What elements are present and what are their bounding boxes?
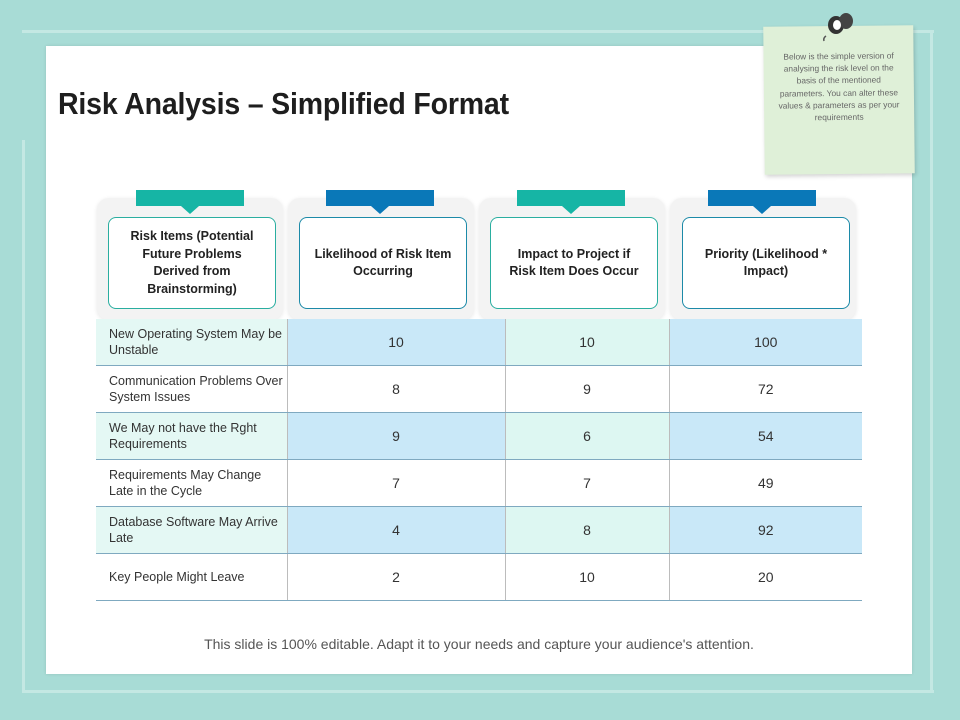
priority-cell: 49 [669, 460, 862, 507]
header-tab-likelihood [326, 190, 434, 214]
priority-cell: 100 [669, 319, 862, 366]
header-impact: Impact to Project if Risk Item Does Occur [490, 217, 658, 309]
sticky-note [763, 25, 915, 175]
likelihood-cell: 9 [287, 413, 505, 460]
footer-note: This slide is 100% editable. Adapt it to your needs and capture your audience's attention. [204, 636, 754, 652]
header-tab-risk-items [136, 190, 244, 214]
header-tab-priority [708, 190, 816, 214]
impact-cell: 6 [505, 413, 669, 460]
risk-item-cell: New Operating System May be Unstable [96, 319, 287, 366]
priority-cell: 92 [669, 507, 862, 554]
likelihood-cell: 2 [287, 554, 505, 601]
likelihood-cell: 4 [287, 507, 505, 554]
table-row [96, 507, 862, 554]
impact-cell: 10 [505, 554, 669, 601]
frame-line-left [22, 140, 25, 692]
table-row [96, 413, 862, 460]
header-tab-impact [517, 190, 625, 214]
likelihood-cell: 7 [287, 460, 505, 507]
likelihood-cell: 10 [287, 319, 505, 366]
risk-table [96, 319, 862, 601]
priority-cell: 54 [669, 413, 862, 460]
frame-line-right [930, 30, 933, 693]
impact-cell: 7 [505, 460, 669, 507]
sticky-note-text: Below is the simple version of analysing the risk level on the basis of the mentioned parameters. You can alter these values & parameters as per your requirements [778, 50, 900, 123]
header-priority: Priority (Likelihood * Impact) [682, 217, 850, 309]
table-row [96, 460, 862, 507]
risk-item-cell: Requirements May Change Late in the Cycle [96, 460, 287, 507]
risk-item-cell: Database Software May Arrive Late [96, 507, 287, 554]
table-row [96, 319, 862, 366]
risk-item-cell: We May not have the Rght Requirements [96, 413, 287, 460]
pushpin-icon [818, 10, 858, 46]
table-row [96, 554, 862, 601]
risk-item-cell: Key People Might Leave [96, 554, 287, 601]
table-row [96, 366, 862, 413]
priority-cell: 20 [669, 554, 862, 601]
header-risk-items: Risk Items (Potential Future Problems Derived from Brainstorming) [108, 217, 276, 309]
likelihood-cell: 8 [287, 366, 505, 413]
page-title: Risk Analysis – Simplified Format [58, 86, 509, 121]
impact-cell: 9 [505, 366, 669, 413]
impact-cell: 10 [505, 319, 669, 366]
risk-item-cell: Communication Problems Over System Issues [96, 366, 287, 413]
frame-line-bottom [22, 690, 934, 693]
priority-cell: 72 [669, 366, 862, 413]
impact-cell: 8 [505, 507, 669, 554]
header-likelihood: Likelihood of Risk Item Occurring [299, 217, 467, 309]
